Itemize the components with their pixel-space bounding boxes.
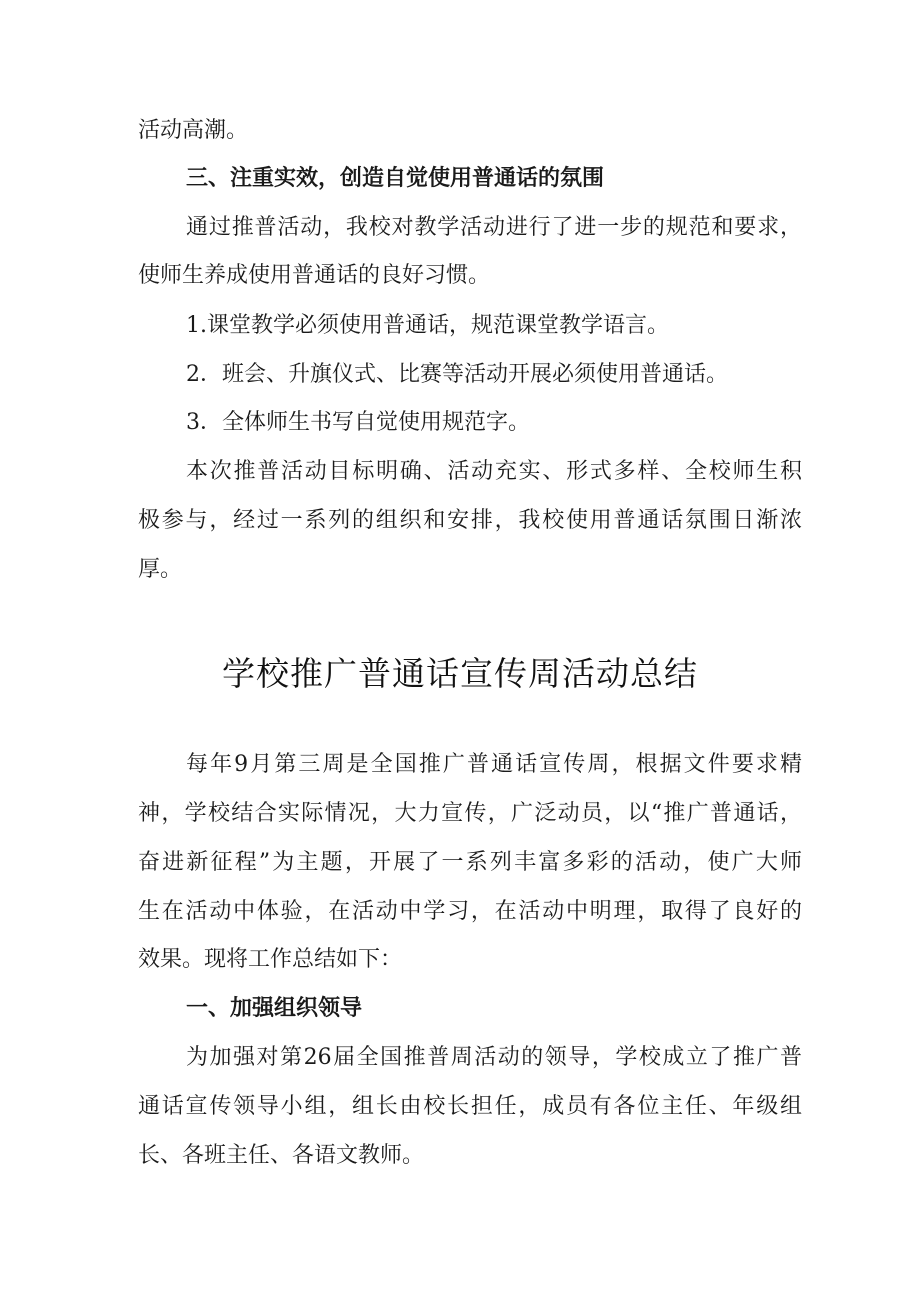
paragraph-line: 厚。 (138, 557, 183, 582)
section-heading-1: 一、加强组织领导 (186, 996, 363, 1021)
continuation-line: 活动高潮。 (138, 118, 249, 143)
paragraph-line: 神，学校结合实际情况，大力宣传，广泛动员，以“推广普通话， (138, 801, 802, 826)
list-item-1: 1.课堂教学必须使用普通话，规范课堂教学语言。 (186, 313, 669, 338)
paragraph-line: 为加强对第26届全国推普周活动的领导，学校成立了推广普 (186, 1045, 802, 1070)
paragraph-line: 效果。现将工作总结如下： (138, 947, 403, 972)
list-item-2: 2．班会、升旗仪式、比赛等活动开展必须使用普通话。 (186, 362, 728, 387)
paragraph-line: 奋进新征程”为主题，开展了一系列丰富多彩的活动，使广大师 (138, 850, 802, 875)
paragraph-line: 本次推普活动目标明确、活动充实、形式多样、全校师生积 (186, 459, 802, 484)
paragraph-line: 通话宣传领导小组，组长由校长担任，成员有各位主任、年级组 (138, 1094, 802, 1119)
document-title: 学校推广普通话宣传周活动总结 (222, 654, 698, 693)
list-item-3: 3．全体师生书写自觉使用规范字。 (186, 410, 530, 435)
section-heading-3: 三、注重实效，创造自觉使用普通话的氛围 (186, 166, 605, 191)
paragraph-line: 使师生养成使用普通话的良好习惯。 (138, 263, 491, 288)
paragraph-line: 每年9月第三周是全国推广普通话宣传周，根据文件要求精 (186, 752, 802, 777)
paragraph-line: 长、各班主任、各语文教师。 (138, 1143, 425, 1168)
paragraph-line: 通过推普活动，我校对教学活动进行了进一步的规范和要求， (186, 215, 802, 240)
paragraph-line: 极参与，经过一系列的组织和安排，我校使用普通话氛围日渐浓 (138, 508, 802, 533)
paragraph-line: 生在活动中体验，在活动中学习，在活动中明理，取得了良好的 (138, 899, 802, 924)
